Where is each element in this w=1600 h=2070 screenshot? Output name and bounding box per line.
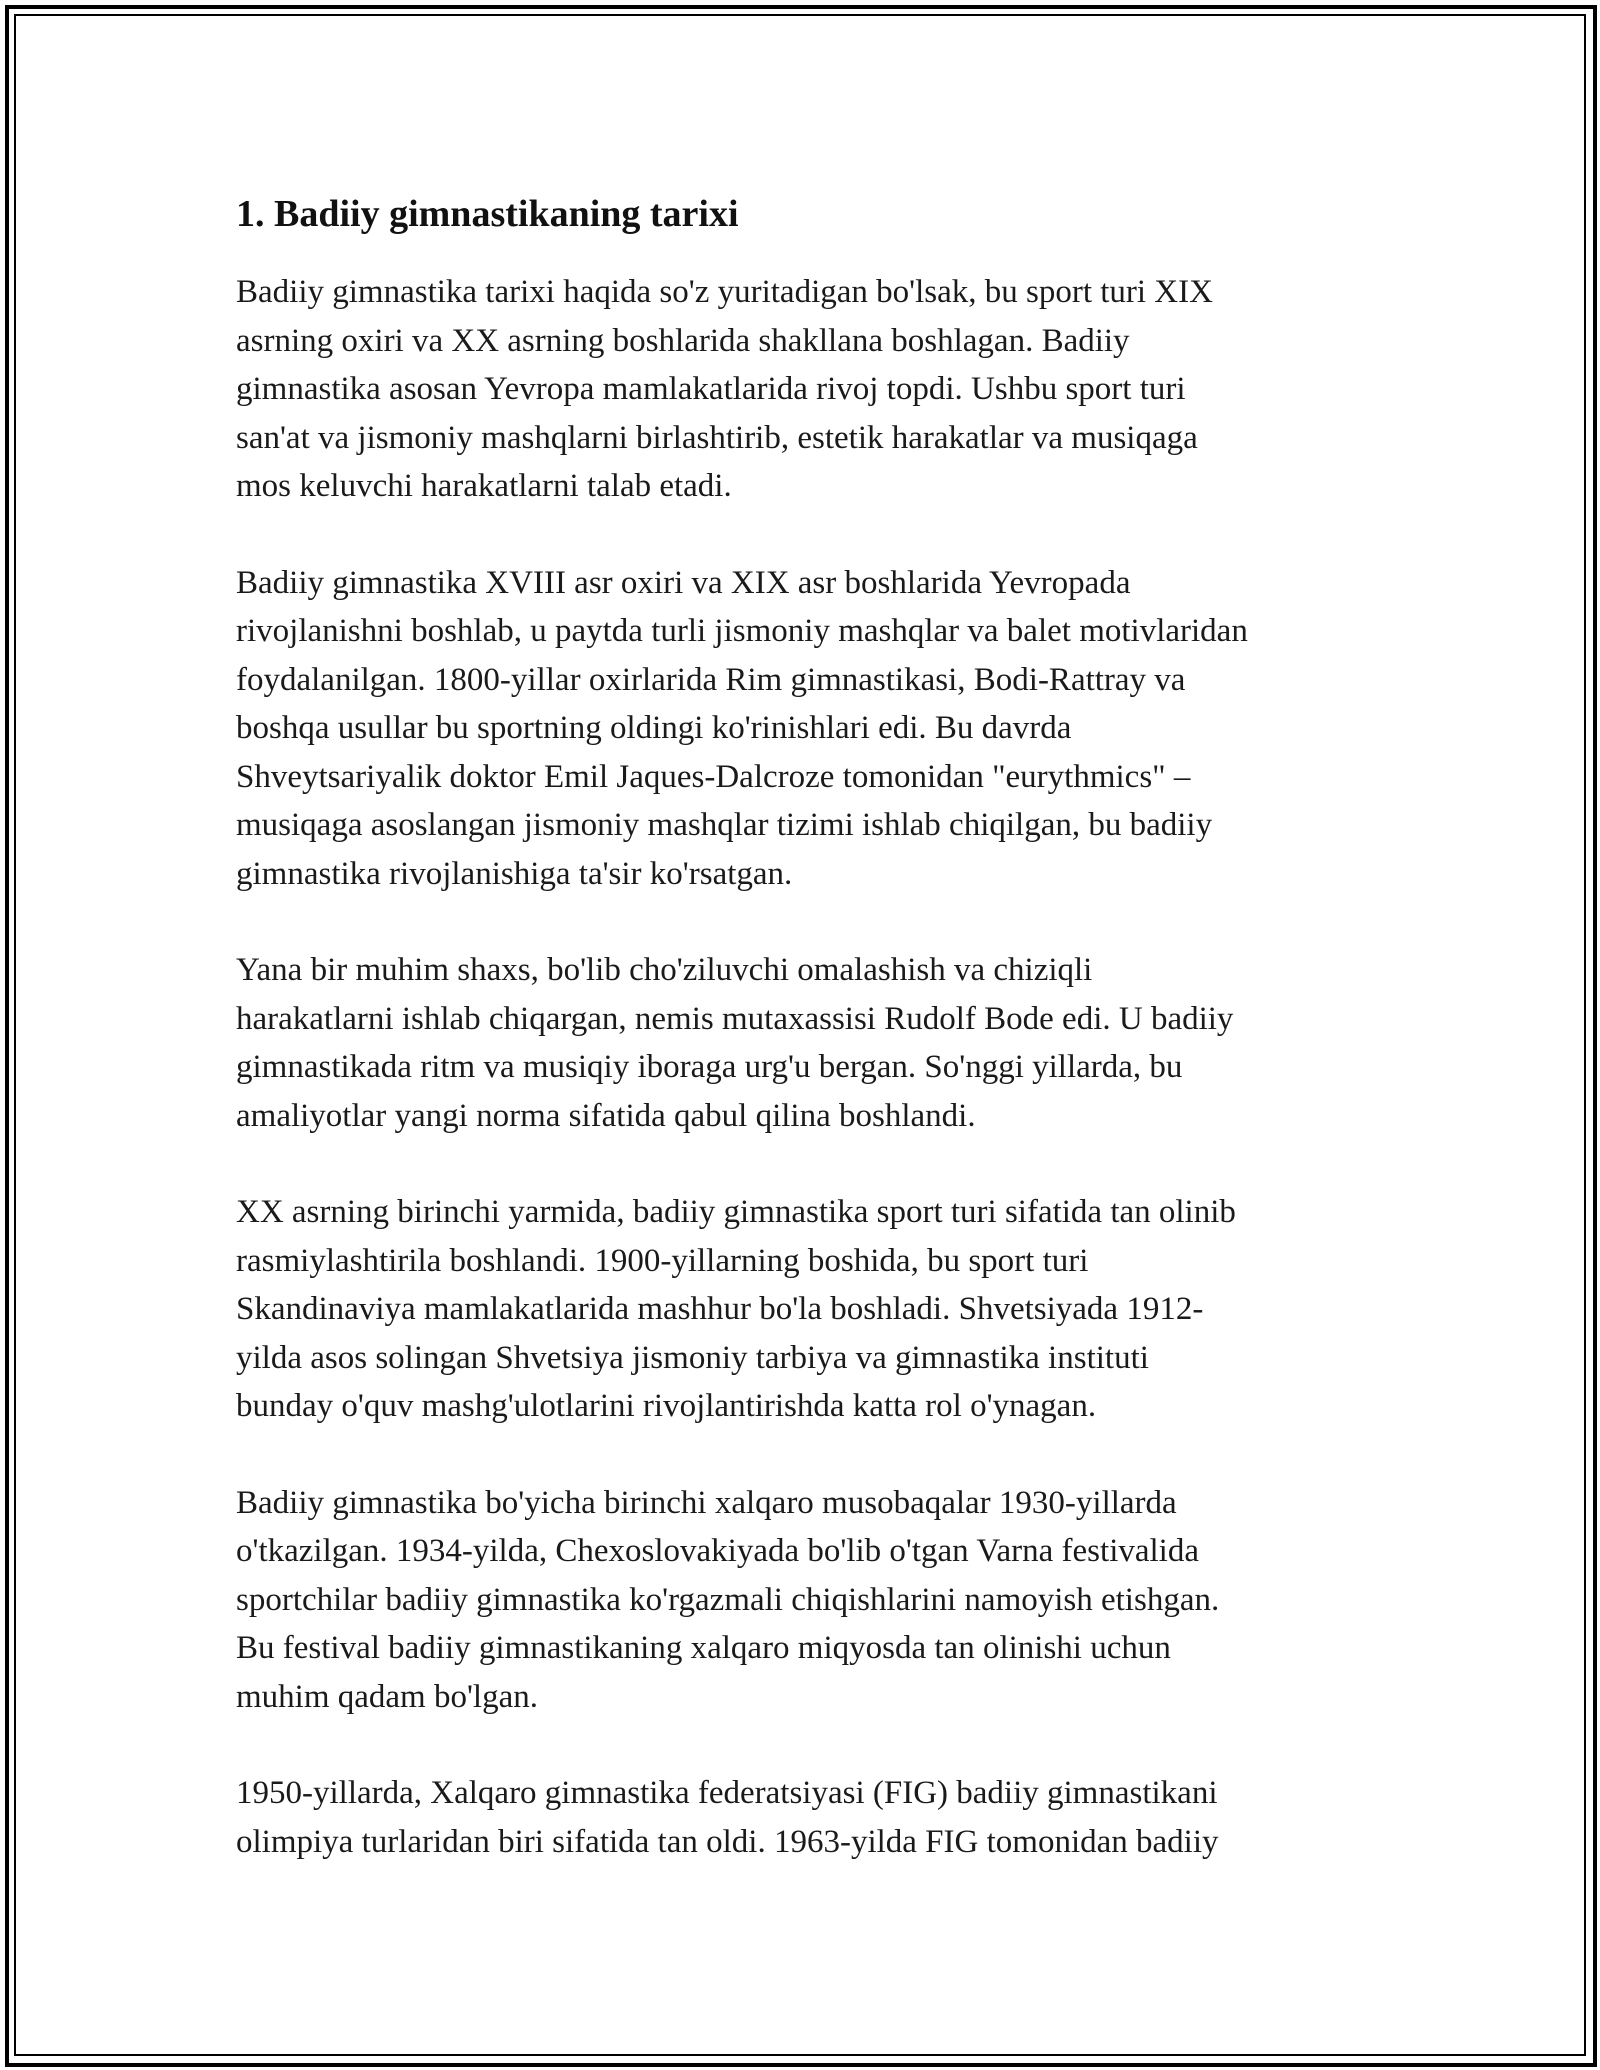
paragraph-1: Badiiy gimnastika tarixi haqida so'z yuritadigan bo'lsak, bu sport turi XIX asrning oxiri va XX asrning boshlarida shakllana boshlagan. Badiiy gimnastika asosan Yevropa mamlakatlarida rivoj topdi. Ushbu sport turi san'at va jismoniy mashqlarni birlashtirib, estetik harakatlar va musiqaga mos keluvchi harakatlarni talab etadi. bbox=[236, 274, 1213, 504]
paragraph-5: Badiiy gimnastika bo'yicha birinchi xalqaro musobaqalar 1930-yillarda o'tkazilgan. 1934-yilda, Chexoslovakiyada bo'lib o'tgan Varna festivalida sportchilar badiiy gimnastika ko'rgazmali chiqishlarini namoyish etishgan. Bu festival badiiy gimnastikaning xalqaro miqyosda tan olinishi uchun muhim qadam bo'lgan. bbox=[236, 1484, 1220, 1715]
section-heading: 1. Badiiy gimnastikaning tarixi bbox=[236, 193, 739, 235]
paragraph-6: 1950-yillarda, Xalqaro gimnastika federatsiyasi (FIG) badiiy gimnastikani olimpiya turlaridan biri sifatida tan oldi. 1963-yilda FIG tomonidan badiiy bbox=[236, 1775, 1219, 1860]
paragraph-4: XX asrning birinchi yarmida, badiiy gimnastika sport turi sifatida tan olinib rasmiylashtirila boshlandi. 1900-yillarning boshida, bu sport turi Skandinaviya mamlakatlarida mashhur bo'la boshladi. Shvetsiyada 1912- yilda asos solingan Shvetsiya jismoniy tarbiya va gimnastika instituti bunday o'quv mashg'ulotlarini rivojlantirishda katta rol o'ynagan. bbox=[236, 1194, 1236, 1424]
document-body bbox=[236, 188, 1376, 1914]
paragraph-3: Yana bir muhim shaxs, bo'lib cho'ziluvchi omalashish va chiziqli harakatlarni ishlab chiqargan, nemis mutaxassisi Rudolf Bode edi. U badiiy gimnastikada ritm va musiqiy iboraga urg'u bergan. So'nggi yillarda, bu amaliyotlar yangi norma sifatida qabul qilina boshlandi. bbox=[236, 952, 1234, 1134]
paragraph-2: Badiiy gimnastika XVIII asr oxiri va XIX asr boshlarida Yevropada rivojlanishni boshlab, u paytda turli jismoniy mashqlar va balet motivlaridan foydalanilgan. 1800-yillar oxirlarida Rim gimnastikasi, Bodi-Rattray va boshqa usullar bu sportning oldingi ko'rinishlari edi. Bu davrda Shveytsariyalik doktor Emil Jaques-Dalcroze tomonidan "eurythmics" – musiqaga asoslangan jismoniy mashqlar tizimi ishlab chiqilgan, bu badiiy gimnastika rivojlanishiga ta'sir ko'rsatgan. bbox=[236, 564, 1248, 892]
